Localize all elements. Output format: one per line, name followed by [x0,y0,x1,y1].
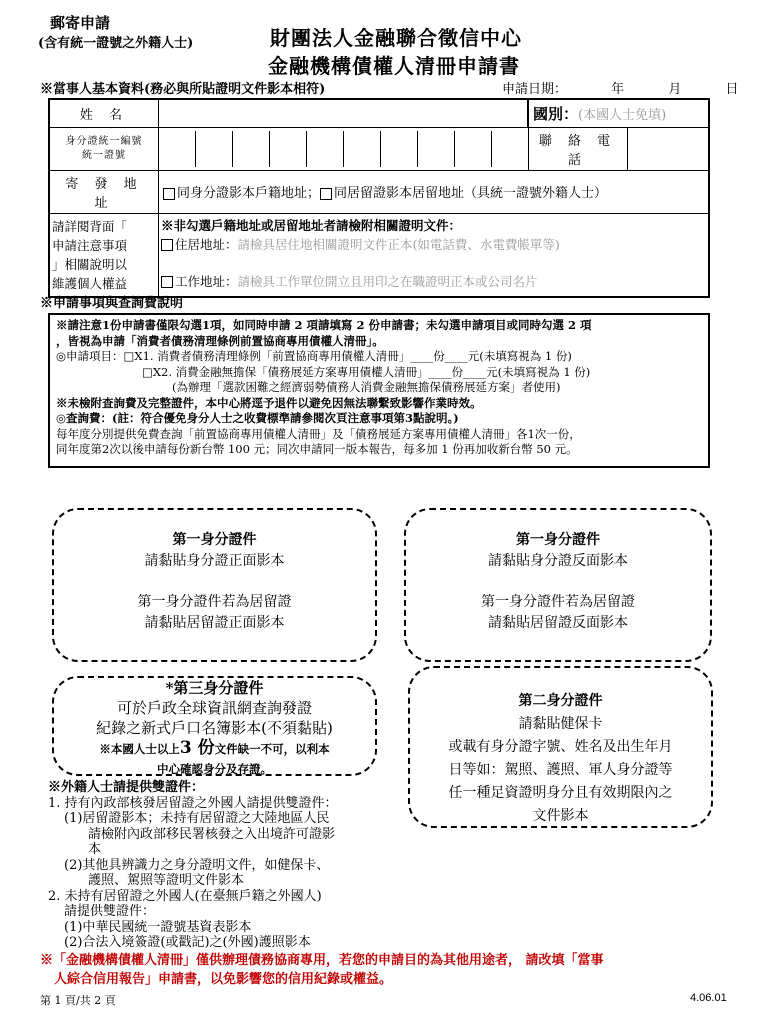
section-application-title: ※申請事項與查詢費說明 [40,296,184,311]
foreigner-item-2-1: (1)中華民國統一證號基資表影本 [64,919,252,935]
second-card-line5: 文件影本 [532,808,589,824]
third-card-line3a: ※本國人士以上 [99,742,180,756]
application-date [502,78,738,97]
section-basic-info-title: ※當事人基本資料(務必與所貼證明文件影本相符) [40,82,326,97]
third-card-count: 3 份 [179,738,215,758]
foreigner-requirements [48,780,428,951]
work-address-label: 工作地址： [175,273,238,289]
third-card-line1: 可於戶政全球資訊網查詢發證 [116,699,312,717]
option-x2[interactable]: □X2. 消費金融無擔保「債務展延方案專用債權人清冊」____份____元(未填寫視為 1 份) [142,364,591,379]
foreigner-item-1-2: (2)其他具辨識力之身分證明文件，如健保卡、 [64,857,330,873]
front-card-line2: 第一身分證件若為居留證 [137,594,292,610]
third-id-box [52,676,377,776]
foreigner-item-1-2b: 護照、駕照等證明文件影本 [88,873,245,888]
instruction-line-2: ，皆視為申請「消費者債務清理條例前置協商專用債權人清冊」。 [56,333,384,348]
foreigner-item-1-1c: 本 [88,842,102,857]
privacy-note [49,213,159,297]
checkbox-household-address[interactable] [163,188,175,200]
mail-address-label: 寄 發 地 址 [49,170,159,213]
date-month: 月 [668,82,682,97]
front-card-line1: 請黏貼身分證正面影本 [144,553,285,569]
work-address-hint: 請檢具工作單位開立且用印之在職證明正本或公司名片 [237,273,538,289]
mail-address-options [159,170,710,213]
fee-line-1: 每年度分別提供免費查詢「前置協商專用債權人清冊」及「債務展延方案專用債權人清冊」各1次一份， [56,426,581,441]
foreigner-item-2-2: (2)合法入境簽證(或戳記)之(外國)護照影本 [64,935,311,950]
option-x2-note: (為辦理「選款困難之經濟弱勢債務人消費金融無擔保債務展延方案」者使用) [172,380,561,394]
privacy-note-line2: 申請注意事項 [52,237,128,253]
second-id-paste-area [408,666,713,828]
id-front-paste-area [52,508,377,662]
name-label: 姓 名 [49,99,159,127]
usage-warning [40,951,604,989]
back-card-line1: 請黏貼身分證反面影本 [488,553,628,569]
non-household-note: ※非勾選戶籍地址或居留地址者請檢附相關證明文件： [161,217,462,233]
fee-line-2: 同年度第2次以後申請每份新台幣 100 元；同次申請同一版本報告，每多加 1 份再加收新台幣 50 元。 [56,442,578,456]
phone-label: 聯 絡 電 話 [528,127,627,170]
id-number-field[interactable] [159,127,529,170]
back-card-line3: 請黏貼居留證反面影本 [488,615,628,631]
option-x1[interactable]: ◎申請項目：□X1. 消費者債務清理條例「前置協商專用債權人清冊」____份____元(未填寫視為 1 份) [56,349,572,363]
second-card-line3: 日等如：駕照、護照、軍人身分證等 [448,762,673,778]
nationality-hint: (本國人士免填) [578,107,667,123]
third-card-title: *第三身分證件 [162,678,268,698]
phone-field[interactable] [627,127,709,170]
third-card-line2: 紀錄之新式戶口名簿影本(不須黏貼) [96,719,333,737]
date-label: 申請日期： [502,82,568,97]
option-household-address: 同身分證影本戶籍地址； [177,186,321,201]
residence-address-label: 住居地址： [175,236,238,252]
privacy-note-line4: 維護個人權益 [52,275,128,291]
foreigner-item-1: 1. 持有內政部核發居留證之外國人請提供雙證件： [48,795,338,811]
date-year: 年 [611,82,625,97]
page-number: 第 1 頁/共 2 頁 [40,994,116,1007]
warning-line2: 人綜合信用報告」申請書，以免影響您的信用紀錄或權益。 [54,972,393,987]
second-card-line2: 或載有身分證字號、姓名及出生年月 [448,739,673,755]
checkbox-residence-address[interactable] [161,239,173,251]
second-card-title: 第二身分證件 [518,693,603,709]
name-field[interactable] [159,99,529,127]
instruction-line-6: ※未檢附查詢費及完整證件，本中心將逕予退件以避免因無法聯繫致影響作業時效。 [56,395,482,410]
mail-application-subtitle: (含有統一證號之外籍人士) [38,36,194,51]
option-residence-permit-address: 同居留證影本居留地址（具統一證號外籍人士） [334,186,608,201]
foreigner-title: ※外籍人士請提供雙證件： [48,780,205,795]
id-label-line1: 身分證統一編號 [65,135,143,147]
application-instructions [48,313,710,468]
foreigner-item-2: 2. 未持有居留證之外國人(在臺無戶籍之外國人) [48,888,322,904]
id-label-line2: 統一證號 [82,149,126,161]
back-card-title: 第一身分證件 [516,532,600,548]
basic-info-table [48,98,710,298]
second-card-line4: 任一種足資證明身分且有效期限內之 [448,785,673,801]
front-card-title: 第一身分證件 [172,532,257,548]
back-card-line2: 第一身分證件若為居留證 [481,594,635,610]
checkbox-work-address[interactable] [161,276,173,288]
third-card-line4: 中心確認身分及存證。 [157,762,272,776]
id-label [49,127,159,170]
foreigner-item-2b: 請提供雙證件： [64,904,156,919]
foreigner-item-1-1b: 請檢附內政部移民署核發之入出境許可證影 [88,826,336,842]
third-card-line3c: 文件缺一不可，以利本 [214,742,330,756]
id-back-paste-area [404,508,712,662]
third-card-line3 [54,738,375,759]
form-title: 金融機構債權人清冊申請書 [268,54,520,78]
privacy-note-line1: 請詳閱背面「 [52,218,128,234]
form-version: 4.06.01 [690,992,727,1004]
mail-application-title: 郵寄申請 [50,14,111,32]
nationality-cell[interactable] [528,99,709,127]
foreigner-item-1-1: (1)居留證影本；未持有居留證之大陸地區人民 [64,811,330,826]
front-card-line3: 請黏貼居留證正面影本 [144,615,285,631]
nationality-label: 國別： [533,104,579,123]
instruction-line-1: ※請注意1份申請書僅限勾選1項，如同時申請 2 項請填寫 2 份申請書；未勾選申請項目或同時勾選 2 項 [56,318,592,332]
second-card-line1: 請黏貼健保卡 [518,716,603,732]
privacy-note-line3: 」相關說明以 [52,256,128,272]
organization-name: 財團法人金融聯合徵信中心 [270,26,522,50]
residence-address-hint: 請檢具居住地相關證明文件正本(如電話費、水電費帳單等) [237,236,560,252]
fee-note: ◎查詢費：(註：符合優免身分人士之收費標準請參閱次頁注意事項第3點說明。) [56,411,459,425]
alternate-address-block [159,213,710,297]
checkbox-residence-permit-address[interactable] [320,188,332,200]
date-day: 日 [725,82,739,97]
warning-line1: ※「金融機構債權人清冊」僅供辦理債務協商專用，若您的申請目的為其他用途者， 請改填「當事 [40,953,604,968]
